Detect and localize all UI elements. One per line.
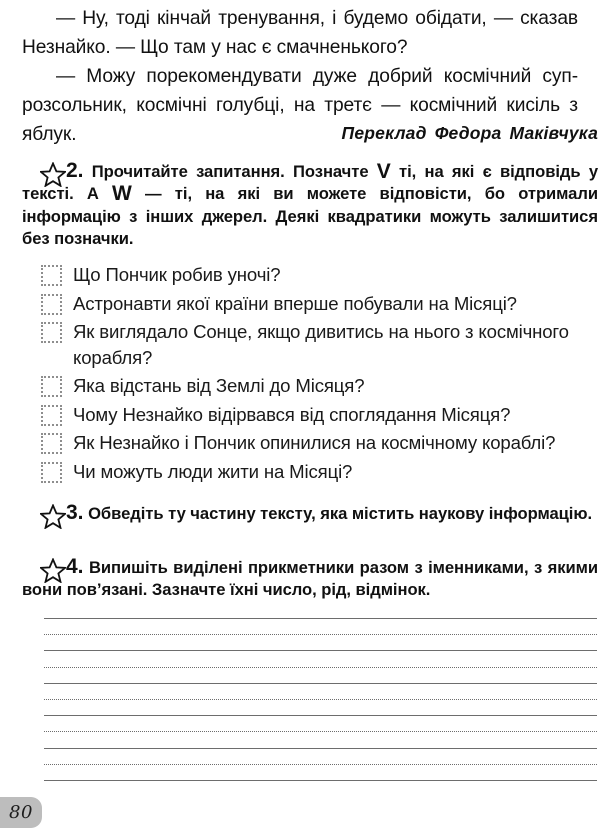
- question-row[interactable]: [41, 291, 593, 317]
- writing-line[interactable]: [44, 650, 597, 651]
- question-text: Яка відстань від Землі до Місяця?: [73, 375, 365, 396]
- task-2-mark-v: V: [376, 160, 391, 183]
- page-number: 80: [9, 802, 33, 823]
- star-outline-icon: [40, 162, 66, 187]
- question-row[interactable]: [41, 262, 593, 288]
- checkbox-unchecked[interactable]: [41, 405, 62, 426]
- translator-attribution: Переклад Федора Маківчука: [341, 123, 598, 143]
- task-3-number: 3.: [66, 501, 84, 524]
- page-number-badge: [0, 797, 42, 828]
- task-2-text-before-v: Прочитайте запитання. Позначте: [91, 162, 369, 181]
- writing-line[interactable]: [44, 618, 597, 619]
- checkbox-unchecked[interactable]: [41, 265, 62, 286]
- checkbox-unchecked[interactable]: [41, 433, 62, 454]
- star-outline-icon: [40, 558, 66, 583]
- writing-line[interactable]: [44, 731, 597, 732]
- checkbox-unchecked[interactable]: [41, 462, 62, 483]
- writing-line[interactable]: [44, 764, 597, 765]
- task-2-body: [22, 160, 598, 251]
- star-outline-icon: [40, 504, 66, 529]
- question-text: Чому Незнайко відірвався від споглядання Місяця?: [73, 403, 511, 425]
- task-4-number: 4.: [66, 555, 84, 578]
- task-4-body: [22, 556, 598, 602]
- task-2: [22, 160, 598, 251]
- writing-line[interactable]: [44, 699, 597, 700]
- question-row[interactable]: [41, 319, 593, 370]
- task-2-text-between: ті, на які є відповідь у тексті. А: [22, 162, 599, 204]
- task-3-body: [22, 502, 598, 525]
- question-row[interactable]: [41, 402, 593, 428]
- task-2-text-after-w: — ті, на які ви можете відповісти, бо отримали інформацію з інших джерел. Деякі квадратики можуть залишитися без позначки.: [22, 184, 599, 249]
- question-text: Астронавти якої країни вперше побували на Місяці?: [73, 292, 517, 314]
- story-paragraph-1: — Ну, тоді кінчай тренування, і будемо обідати, — сказав Незнайко. — Що там у нас є смачненького?: [22, 8, 578, 58]
- question-text: Чи можуть люди жити на Місяці?: [73, 460, 353, 482]
- task-3: [22, 502, 598, 525]
- question-row[interactable]: [41, 373, 593, 399]
- writing-line[interactable]: [44, 715, 597, 716]
- question-row[interactable]: [41, 459, 593, 485]
- task-3-text: Обведіть ту частину тексту, яка містить наукову інформацію.: [88, 504, 593, 523]
- checkbox-unchecked[interactable]: [41, 322, 62, 343]
- question-text: Що Пончик робив уночі?: [73, 264, 281, 285]
- question-text: Як виглядало Сонце, якщо дивитись на нього з космічного корабля?: [73, 321, 569, 368]
- writing-lines-area[interactable]: [44, 618, 597, 796]
- writing-line[interactable]: [44, 667, 597, 668]
- writing-line[interactable]: [44, 634, 597, 635]
- question-row[interactable]: [41, 430, 593, 456]
- writing-line[interactable]: [44, 748, 597, 749]
- checkbox-unchecked[interactable]: [41, 294, 62, 315]
- task-2-number: 2.: [66, 159, 84, 182]
- checkbox-unchecked[interactable]: [41, 376, 62, 397]
- question-text: Як Незнайко і Пончик опинилися на космічному кораблі?: [73, 432, 556, 453]
- task-2-mark-w: W: [112, 182, 132, 206]
- writing-line[interactable]: [44, 780, 597, 781]
- task-4: [22, 556, 598, 602]
- writing-line[interactable]: [44, 683, 597, 684]
- story-paragraph-2: — Можу порекомендувати дуже добрий космічний суп-розсольник, космічні голубці, на третє — космічний кисіль з яблук.: [22, 66, 578, 145]
- question-checkbox-list: [41, 262, 593, 487]
- task-4-text: Випишіть виділені прикметники разом з іменниками, з якими вони пов’язані. Зазначте їхні число, рід, відмінок.: [22, 558, 599, 600]
